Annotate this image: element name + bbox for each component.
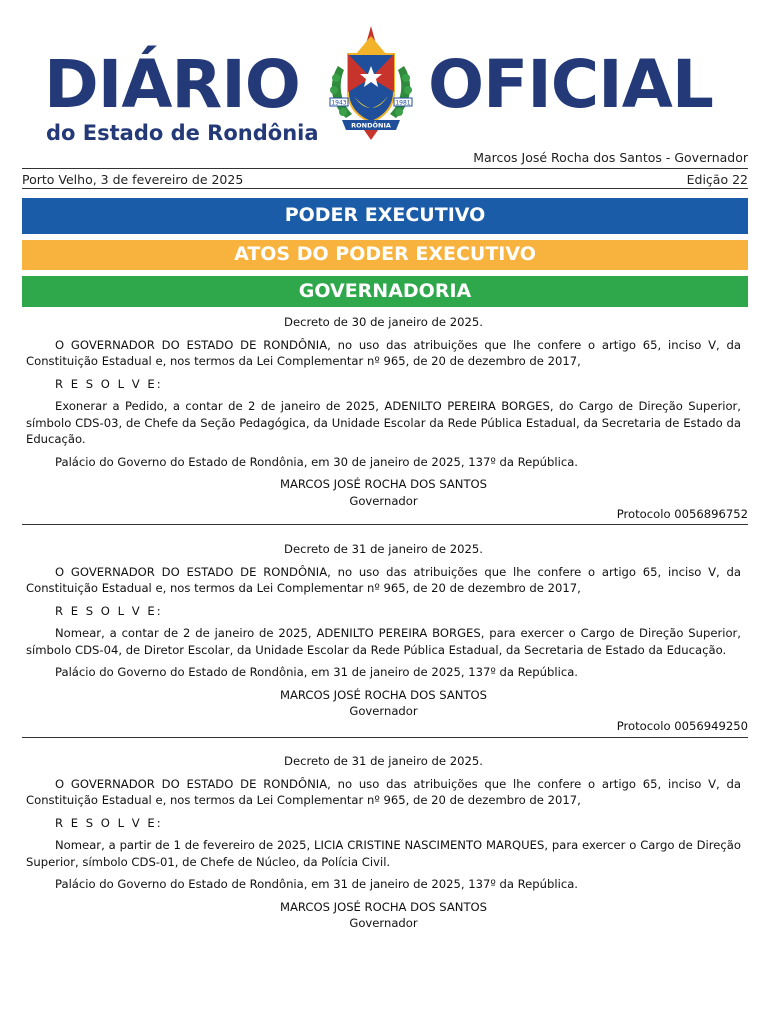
decree-body: Nomear, a partir de 1 de fevereiro de 2025, LICIA CRISTINE NASCIMENTO MARQUES, para exercer o Cargo de Direção Superior, símbolo CDS-01, de Chefe de Núcleo, da Polícia Civil. [26, 838, 741, 869]
decree-role: Governador [349, 704, 418, 718]
decree-preamble: O GOVERNADOR DO ESTADO DE RONDÔNIA, no uso das atribuições que lhe confere o artigo 65, inciso V, da Constituição Estadual e, nos termos da Lei Complementar nº 965, de 20 de dezembro de 2017, [26, 776, 741, 807]
title-subtitle: do Estado de Rondônia [46, 121, 319, 145]
decree-preamble: O GOVERNADOR DO ESTADO DE RONDÔNIA, no uso das atribuições que lhe confere o artigo 65, inciso V, da Constituição Estadual e, nos termos da Lei Complementar nº 965, de 20 de dezembro de 2017, [26, 337, 741, 368]
decree-role: Governador [349, 493, 418, 508]
section-band-office: GOVERNADORIA [22, 276, 748, 307]
decree-heading: Decreto de 30 de janeiro de 2025. [284, 315, 483, 329]
decree-protocol: Protocolo 0056896752 [616, 507, 748, 521]
decree-closing: Palácio do Governo do Estado de Rondônia, em 30 de janeiro de 2025, 137º da República. [55, 454, 578, 469]
decree-body: Exonerar a Pedido, a contar de 2 de janeiro de 2025, ADENILTO PEREIRA BORGES, do Cargo de Direção Superior, símbolo CDS-03, de Chefe da Seção Pedagógica, da Unidade Escolar da Rede Pública Estadual, da Secretaria de Estado da Educação. [26, 399, 741, 446]
decree-3 [26, 753, 741, 932]
decree-heading: Decreto de 31 de janeiro de 2025. [284, 542, 483, 556]
title-diario: DIÁRIO [44, 46, 300, 123]
title-oficial: OFICIAL [428, 46, 713, 123]
decree-divider [22, 737, 748, 738]
decree-resolve: R E S O L V E: [55, 815, 163, 830]
decree-heading: Decreto de 31 de janeiro de 2025. [284, 754, 483, 768]
section-band-executive: PODER EXECUTIVO [22, 198, 748, 234]
decree-signer: MARCOS JOSÉ ROCHA DOS SANTOS [279, 477, 488, 491]
decree-signer: MARCOS JOSÉ ROCHA DOS SANTOS [279, 687, 488, 702]
decree-1 [26, 314, 741, 509]
governor-line: Marcos José Rocha dos Santos - Governador [473, 150, 748, 165]
header-rule-bottom [22, 188, 748, 189]
decree-closing: Palácio do Governo do Estado de Rondônia, em 31 de janeiro de 2025, 137º da República. [55, 877, 578, 891]
edition-number: Edição 22 [686, 172, 748, 187]
decree-2 [26, 541, 741, 720]
decree-resolve: R E S O L V E: [55, 603, 163, 618]
svg-text:1981: 1981 [395, 99, 411, 107]
svg-text:RONDÔNIA: RONDÔNIA [351, 121, 391, 130]
masthead [0, 0, 768, 150]
decree-signer: MARCOS JOSÉ ROCHA DOS SANTOS [279, 899, 488, 914]
decree-preamble: O GOVERNADOR DO ESTADO DE RONDÔNIA, no uso das atribuições que lhe confere o artigo 65, inciso V, da Constituição Estadual e, nos termos da Lei Complementar nº 965, de 20 de dezembro de 2017, [26, 564, 741, 595]
header-rule-top [22, 168, 748, 169]
decree-role: Governador [349, 916, 418, 930]
decree-divider [22, 524, 748, 525]
decree-body: Nomear, a contar de 2 de janeiro de 2025, ADENILTO PEREIRA BORGES, para exercer o Cargo de Direção Superior, símbolo CDS-04, de Diretor Escolar, da Unidade Escolar da Rede Pública Estadual, da Secretaria de Estado da Educação. [26, 626, 741, 657]
decree-closing: Palácio do Governo do Estado de Rondônia, em 31 de janeiro de 2025, 137º da República. [55, 665, 578, 679]
section-band-acts: ATOS DO PODER EXECUTIVO [22, 240, 748, 270]
state-seal-icon [324, 26, 418, 140]
date-place: Porto Velho, 3 de fevereiro de 2025 [22, 172, 244, 187]
svg-text:1943: 1943 [331, 99, 347, 107]
decree-resolve: R E S O L V E: [55, 376, 163, 391]
dateline [22, 172, 748, 187]
decree-protocol: Protocolo 0056949250 [616, 719, 748, 733]
